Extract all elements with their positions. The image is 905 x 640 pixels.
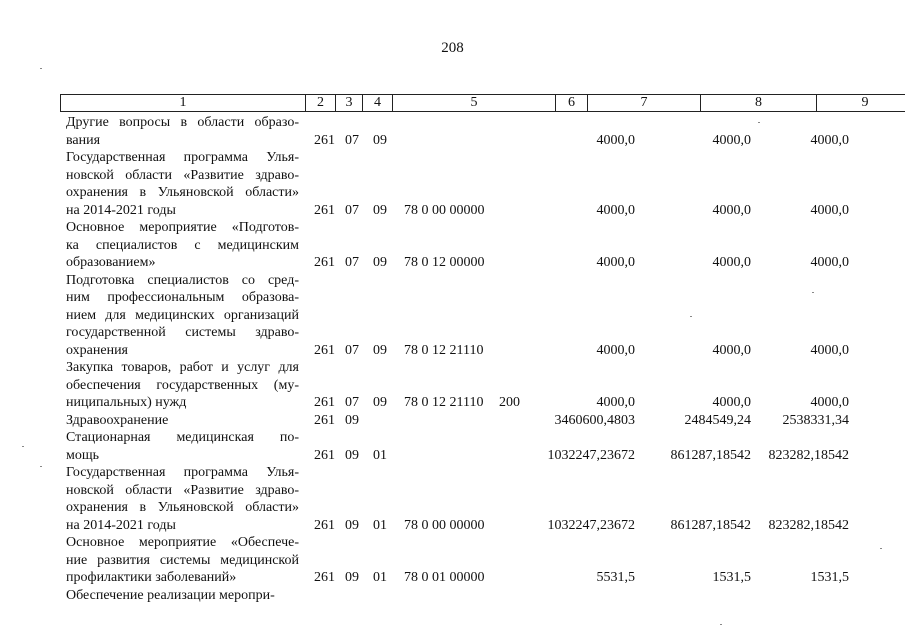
cell-c3: 09 — [345, 412, 359, 428]
cell-c9: 4000,0 — [810, 395, 849, 410]
cell-c8: 2484549,24 — [684, 412, 751, 428]
cell-c5: 78 0 00 00000 — [404, 202, 485, 218]
cell-c5: 78 0 12 21110 — [404, 342, 484, 358]
cell-c5: 78 0 12 21110 — [404, 395, 484, 410]
cell-c7: 5531,5 — [596, 570, 635, 585]
table-body — [0, 114, 905, 604]
table-row — [0, 114, 905, 149]
cell-c7: 4000,0 — [596, 132, 635, 148]
cell-c9: 2538331,34 — [782, 412, 849, 428]
header-cell-8: 8 — [700, 94, 817, 112]
cell-c8: 4000,0 — [712, 255, 751, 270]
row-name-line: Другие вопросы в области образо- — [66, 115, 299, 130]
cell-c3: 07 — [345, 202, 359, 218]
scan-speck — [880, 548, 882, 549]
scan-speck — [690, 316, 692, 317]
row-name-line: образованием» — [66, 255, 156, 270]
row-name-line: обеспечения государственных (му- — [66, 377, 299, 393]
cell-c2: 261 — [314, 517, 335, 533]
header-cell-9: 9 — [816, 94, 905, 112]
header-cell-1: 1 — [60, 94, 306, 112]
cell-c5: 78 0 12 00000 — [404, 255, 485, 270]
cell-c8: 4000,0 — [712, 202, 751, 218]
header-cell-4: 4 — [362, 94, 393, 112]
header-cell-3: 3 — [335, 94, 363, 112]
row-name-line: Государственная программа Улья- — [66, 465, 299, 480]
cell-c3: 07 — [345, 342, 359, 358]
row-name-line: ка специалистов с медицинским — [66, 237, 299, 253]
table-row — [0, 149, 905, 219]
cell-c7: 4000,0 — [596, 395, 635, 410]
table-row — [0, 219, 905, 272]
cell-c2: 261 — [314, 342, 335, 358]
table-row — [0, 272, 905, 360]
row-name-line: Здравоохранение — [66, 412, 169, 428]
header-cell-7: 7 — [587, 94, 701, 112]
cell-c3: 09 — [345, 570, 359, 585]
row-name-line: новской области «Развитие здраво- — [66, 482, 299, 498]
cell-c8: 4000,0 — [712, 395, 751, 410]
cell-c9: 4000,0 — [810, 202, 849, 218]
cell-c4: 09 — [373, 395, 387, 410]
row-name-line: государственной системы здраво- — [66, 325, 299, 340]
cell-c9: 823282,18542 — [768, 447, 849, 463]
row-name-line: мощь — [66, 447, 100, 463]
cell-c2: 261 — [314, 395, 335, 410]
scan-speck — [720, 624, 722, 625]
cell-c8: 4000,0 — [712, 132, 751, 148]
scan-speck — [40, 68, 42, 69]
table-row — [0, 412, 905, 430]
cell-c3: 07 — [345, 132, 359, 148]
cell-c5: 78 0 01 00000 — [404, 570, 485, 585]
header-cell-6: 6 — [555, 94, 588, 112]
cell-c7: 4000,0 — [596, 342, 635, 358]
cell-c9: 823282,18542 — [768, 517, 849, 533]
scan-speck — [40, 466, 42, 467]
cell-c4: 09 — [373, 202, 387, 218]
cell-c9: 1531,5 — [810, 570, 849, 585]
cell-c8: 1531,5 — [712, 570, 751, 585]
row-name-line: Основное мероприятие «Подготов- — [66, 220, 299, 235]
scan-speck — [22, 446, 24, 447]
cell-c4: 09 — [373, 132, 387, 148]
cell-c3: 07 — [345, 255, 359, 270]
row-name-line: на 2014-2021 годы — [66, 202, 176, 218]
cell-c4: 09 — [373, 255, 387, 270]
header-cell-5: 5 — [392, 94, 556, 112]
cell-c3: 07 — [345, 395, 359, 410]
cell-c8: 4000,0 — [712, 342, 751, 358]
cell-c4: 01 — [373, 570, 387, 585]
table-row — [0, 587, 905, 605]
row-name-line: охранения в Ульяновской области» — [66, 500, 299, 515]
row-name-line: новской области «Развитие здраво- — [66, 167, 299, 183]
cell-c7: 1032247,23672 — [547, 517, 635, 533]
row-name-line: охранения — [66, 342, 128, 358]
row-name-line: Закупка товаров, работ и услуг для — [66, 360, 299, 375]
table-row — [0, 429, 905, 464]
cell-c4: 01 — [373, 447, 387, 463]
row-name-line: Стационарная медицинская по- — [66, 430, 299, 445]
cell-c2: 261 — [314, 132, 335, 148]
row-name-line: Обеспечение реализации меропри- — [66, 587, 275, 603]
table-row — [0, 359, 905, 412]
scan-speck — [812, 292, 814, 293]
row-name-line: нием для медицинских организаций — [66, 307, 299, 323]
row-name-line: на 2014-2021 годы — [66, 517, 176, 533]
row-name-line: профилактики заболеваний» — [66, 570, 237, 585]
row-name-line: ним профессиональным образова- — [66, 290, 299, 305]
row-name-line: ние развития системы медицинской — [66, 552, 299, 568]
cell-c2: 261 — [314, 447, 335, 463]
header-cell-2: 2 — [305, 94, 336, 112]
cell-c7: 4000,0 — [596, 255, 635, 270]
cell-c7: 1032247,23672 — [547, 447, 635, 463]
scan-speck — [758, 122, 760, 123]
row-name-line: Основное мероприятие «Обеспече- — [66, 535, 299, 550]
cell-c6: 200 — [499, 395, 520, 410]
row-name-line: Государственная программа Улья- — [66, 150, 299, 165]
cell-c4: 01 — [373, 517, 387, 533]
cell-c7: 4000,0 — [596, 202, 635, 218]
cell-c9: 4000,0 — [810, 342, 849, 358]
cell-c2: 261 — [314, 412, 335, 428]
cell-c9: 4000,0 — [810, 255, 849, 270]
cell-c9: 4000,0 — [810, 132, 849, 148]
cell-c7: 3460600,4803 — [554, 412, 635, 428]
cell-c2: 261 — [314, 570, 335, 585]
table-row — [0, 534, 905, 587]
cell-c8: 861287,18542 — [670, 447, 751, 463]
cell-c4: 09 — [373, 342, 387, 358]
cell-c8: 861287,18542 — [670, 517, 751, 533]
page-number: 208 — [441, 40, 464, 56]
cell-c5: 78 0 00 00000 — [404, 517, 485, 533]
row-name-line: Подготовка специалистов со сред- — [66, 272, 299, 288]
cell-c2: 261 — [314, 255, 335, 270]
row-name-line: охранения в Ульяновской области» — [66, 185, 299, 200]
cell-c3: 09 — [345, 447, 359, 463]
row-name-line: вания — [66, 132, 101, 148]
cell-c2: 261 — [314, 202, 335, 218]
cell-c3: 09 — [345, 517, 359, 533]
row-name-line: ниципальных) нужд — [66, 395, 187, 410]
table-row — [0, 464, 905, 534]
